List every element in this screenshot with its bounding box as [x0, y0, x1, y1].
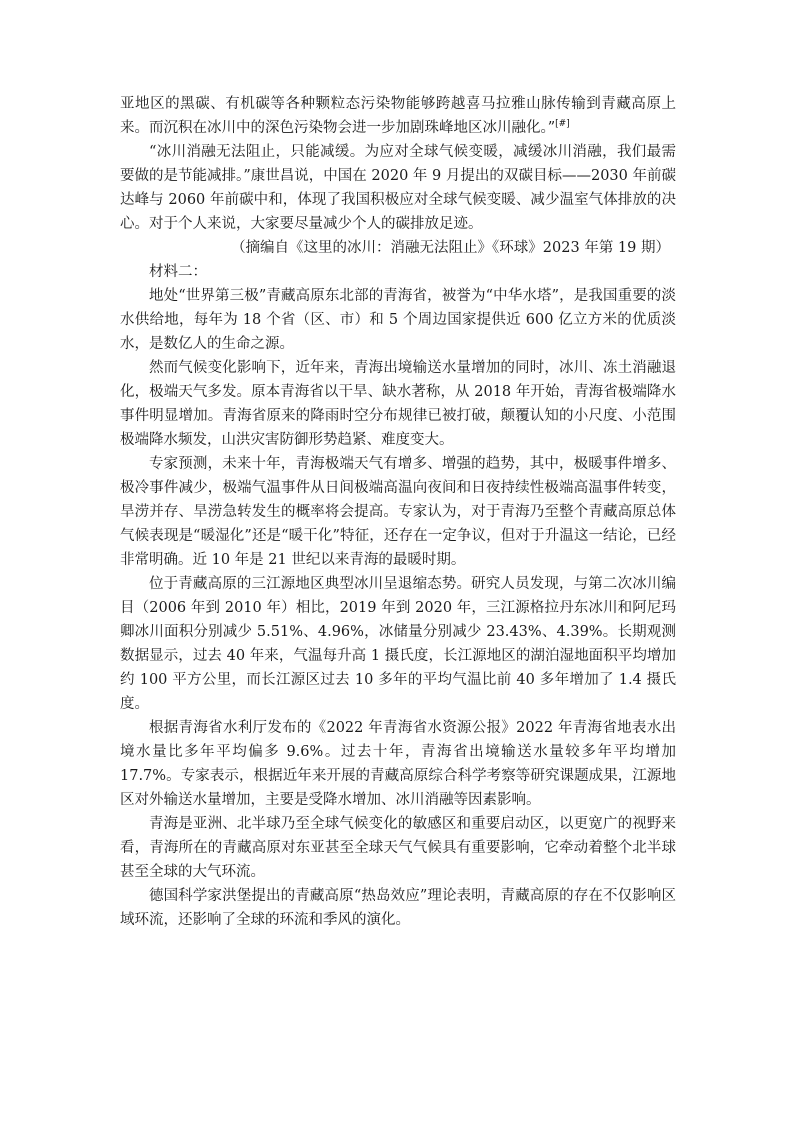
material1-source-citation: （摘编自《这里的冰川：消融无法阻止》《环球》2023 年第 19 期） — [231, 240, 670, 256]
material2-paragraph-3: 专家预测，未来十年，青海极端天气有增多、增强的趋势，其中，极暖事件增多、极冷事件减少，极端气温事件从日间极端高温向夜间和日夜持续性极端高温事件转变，旱涝并存、旱涝急转发生的概率将会提高。专家认为，对于青海乃至整个青藏高原总体气候表现是“暖湿化”还是“暖干化”特征，还存在一定争议，但对于升温这一结论，已经非常明确。近 10 年是 21 世纪以来青海的最暖时期。 — [120, 456, 676, 568]
footnote-marker: [#] — [555, 119, 570, 129]
material1-paragraph-1 — [120, 92, 676, 140]
material2-paragraph-1: 地处“世界第三极”青藏高原东北部的青海省，被誉为“中华水塔”，是我国重要的淡水供给地，每年为 18 个省（区、市）和 5 个周边国家提供近 600 亿立方米的优质淡水，是数亿人的生命之源。 — [120, 288, 676, 352]
material1-paragraph-1-text: 亚地区的黑碳、有机碳等各种颗粒态污染物能够跨越喜马拉雅山脉传输到青藏高原上来。而沉积在冰川中的深色污染物会进一步加剧珠峰地区冰川融化。” — [120, 96, 676, 136]
material2-paragraph-2: 然而气候变化影响下，近年来，青海出境输送水量增加的同时，冰川、冻土消融退化，极端天气多发。原本青海省以干旱、缺水著称，从 2018 年开始，青海省极端降水事件明显增加。青海省原来的降雨时空分布规律已被打破，颠覆认知的小尺度、小范围极端降水频发，山洪灾害防御形势趋紧、难度变大。 — [120, 360, 676, 448]
document-page — [120, 92, 676, 932]
material2-heading: 材料二： — [149, 264, 207, 280]
material2-paragraph-7: 德国科学家洪堡提出的青藏高原“热岛效应”理论表明，青藏高原的存在不仅影响区域环流，还影响了全球的环流和季风的演化。 — [120, 888, 676, 928]
material1-paragraph-2: “冰川消融无法阻止，只能减缓。为应对全球气候变暖，减缓冰川消融，我们最需要做的是节能减排。”康世昌说，中国在 2020 年 9 月提出的双碳目标——2030 年前碳达峰与 2060 年前碳中和，体现了我国积极应对全球气候变暖、减少温室气体排放的决心。对于个人来说，大家要尽量减少个人的碳排放足迹。 — [120, 144, 676, 232]
material2-paragraph-5: 根据青海省水利厅发布的《2022 年青海省水资源公报》2022 年青海省地表水出境水量比多年平均偏多 9.6%。过去十年，青海省出境输送水量较多年平均增加 17.7%。专家表示，根据近年来开展的青藏高原综合科学考察等研究课题成果，江源地区对外输送水量增加，主要是受降水增加、冰川消融等因素影响。 — [120, 720, 676, 808]
material2-paragraph-4: 位于青藏高原的三江源地区典型冰川呈退缩态势。研究人员发现，与第二次冰川编目（2006 年到 2010 年）相比，2019 年到 2020 年，三江源格拉丹东冰川和阿尼玛卿冰川面积分别减少 5.51%、4.96%，冰储量分别减少 23.43%、4.39%。长期观测数据显示，过去 40 年来，气温每升高 1 摄氏度，长江源地区的湖泊湿地面积平均增加约 100 平方公里，而长江源区过去 10 多年的平均气温比前 40 多年增加了 1.4 摄氏度。 — [120, 576, 676, 712]
material2-paragraph-6: 青海是亚洲、北半球乃至全球气候变化的敏感区和重要启动区，以更宽广的视野来看，青海所在的青藏高原对东亚甚至全球天气气候具有重要影响，它牵动着整个北半球甚至全球的大气环流。 — [120, 816, 676, 880]
